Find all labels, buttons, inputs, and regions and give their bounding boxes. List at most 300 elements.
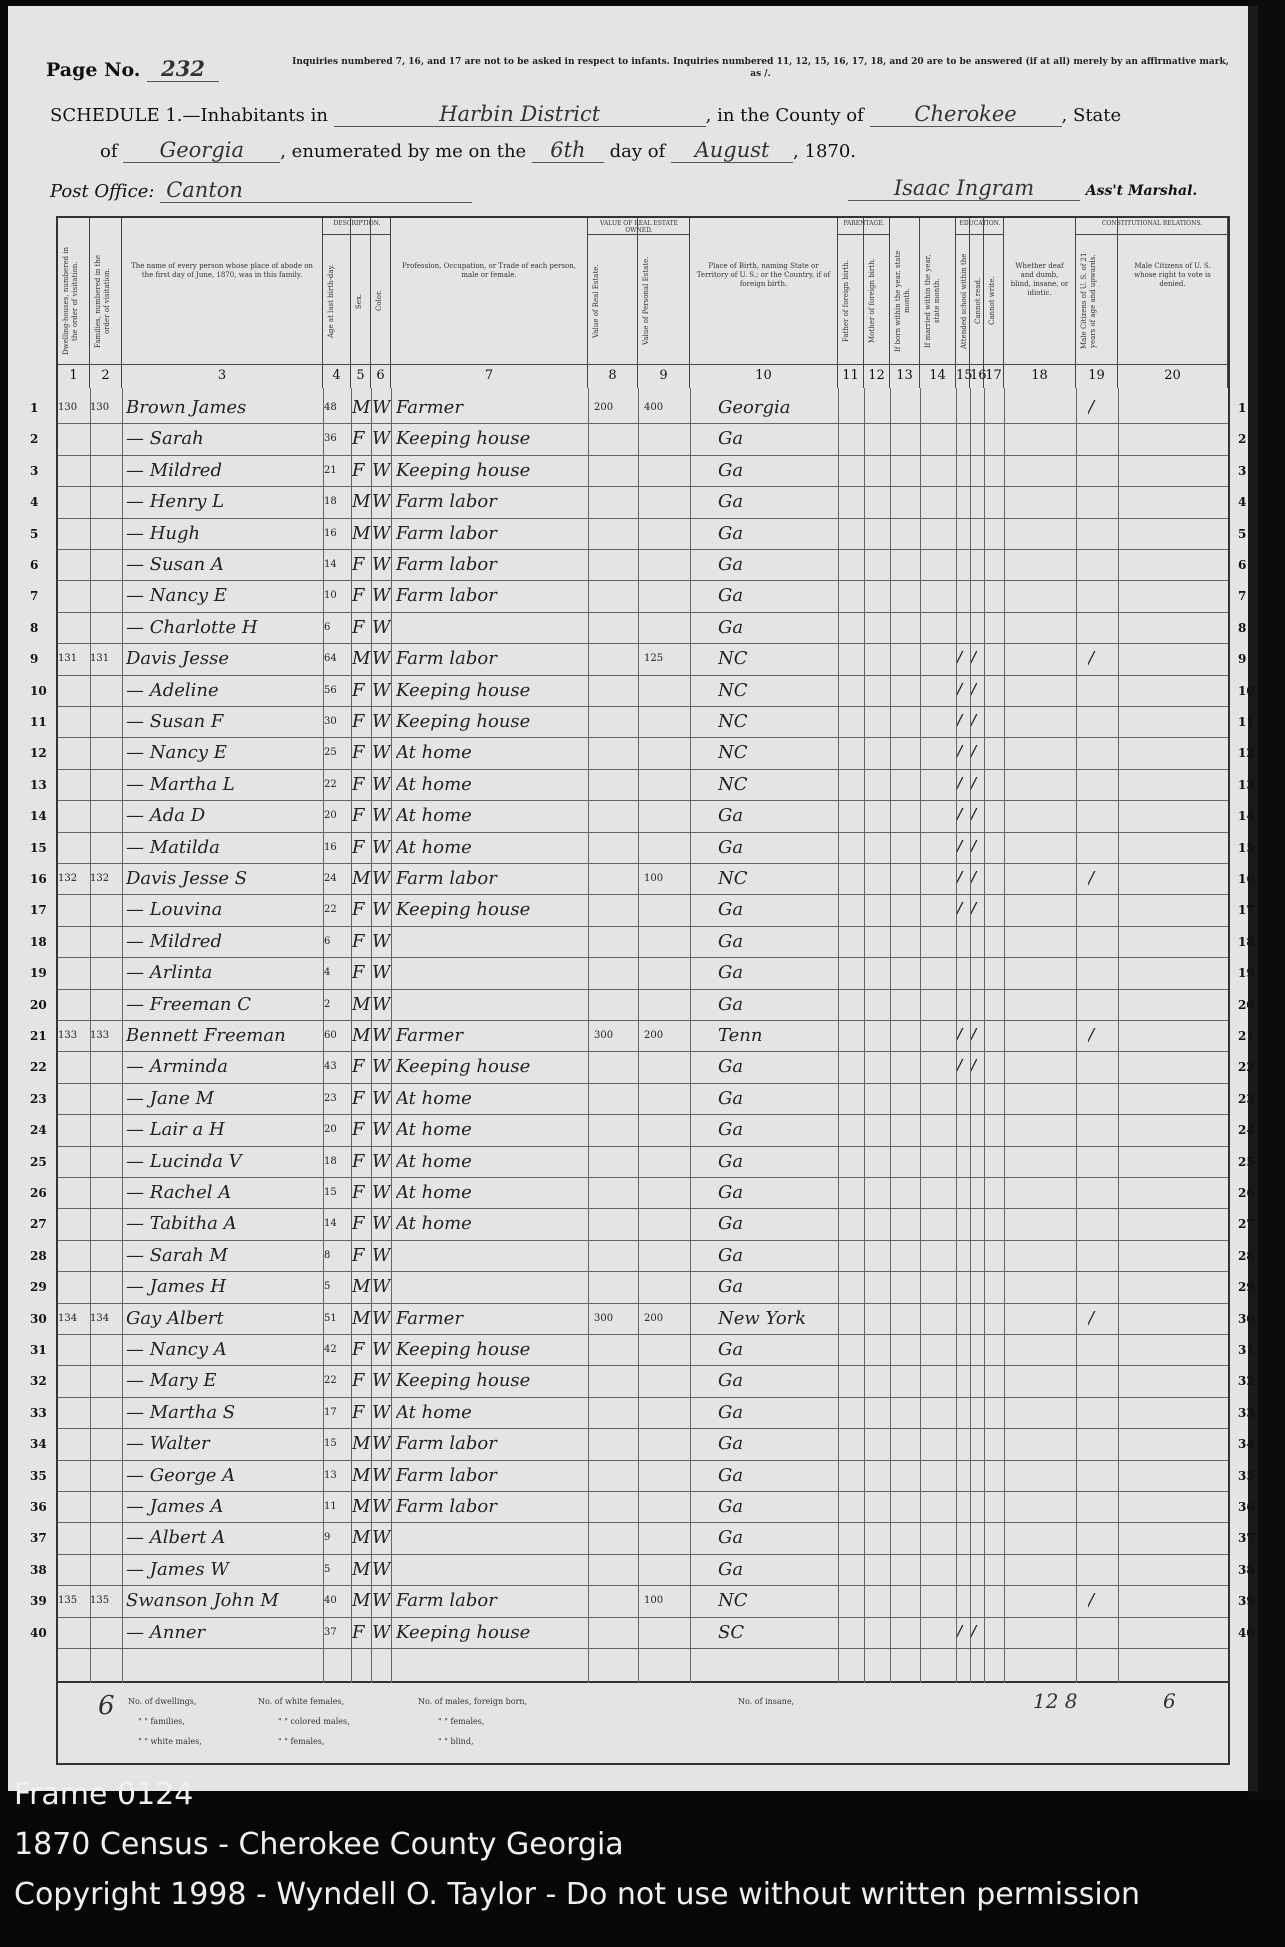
row-number-right: 17 — [1238, 903, 1255, 918]
cell-read — [956, 1147, 970, 1177]
cell-real — [594, 581, 638, 611]
cell-read — [956, 393, 970, 423]
cell-read — [956, 1115, 970, 1145]
cell-occ: Farmer — [396, 397, 463, 418]
cell-name: — Matilda — [126, 836, 220, 858]
cell-name: — Nancy E — [126, 585, 227, 607]
cell-occ: Farm labor — [396, 585, 497, 607]
table-row — [58, 1586, 1228, 1617]
table-row — [58, 990, 1228, 1021]
cell-c19 — [1088, 1115, 1118, 1145]
families-label: " " families, — [138, 1717, 185, 1726]
cell-age: 14 — [324, 1218, 337, 1230]
cell-c19 — [1088, 1052, 1118, 1082]
cell-sex: M — [352, 1276, 371, 1298]
cell-read — [956, 1178, 970, 1208]
column-number: 16 — [970, 364, 984, 386]
table-row — [58, 1335, 1228, 1366]
day-of-label: day of — [609, 141, 666, 162]
cell-write — [970, 393, 984, 423]
cell-name: — Susan F — [126, 711, 224, 732]
cell-name: — James A — [126, 1496, 224, 1517]
column-header-17 — [984, 218, 1004, 388]
cell-birth: SC — [718, 1621, 745, 1643]
column-header-10 — [690, 218, 838, 388]
table-row — [58, 1178, 1228, 1209]
cell-fam — [90, 1241, 122, 1271]
cell-name: — Mildred — [126, 459, 222, 481]
cell-birth: New York — [718, 1307, 807, 1329]
cell-fam — [90, 1272, 122, 1302]
cell-pers — [644, 487, 690, 517]
row-number-right: 40 — [1238, 1625, 1255, 1640]
cell-dw — [58, 958, 90, 988]
cell-real — [594, 833, 638, 863]
cell-occ: Keeping house — [396, 428, 531, 450]
cell-fam — [90, 519, 122, 549]
cell-read — [956, 1241, 970, 1271]
cell-write: / — [970, 773, 977, 795]
cell-write: / — [970, 711, 977, 732]
cell-birth: Ga — [718, 805, 744, 827]
cell-real — [594, 1461, 638, 1491]
cell-c19 — [1088, 1429, 1118, 1459]
cell-read — [956, 1398, 970, 1428]
cell-age: 23 — [324, 1092, 337, 1104]
cell-fam — [90, 738, 122, 768]
table-row — [58, 927, 1228, 958]
table-row — [58, 1147, 1228, 1178]
cell-name: — Tabitha A — [126, 1213, 237, 1235]
post-office-line — [50, 178, 472, 203]
cell-name: — Martha L — [126, 773, 235, 795]
table-row — [58, 1272, 1228, 1303]
cell-occ: Farm labor — [396, 522, 497, 544]
cell-dw — [58, 487, 90, 517]
county-label: , in the County of — [705, 105, 864, 126]
column-header-13 — [890, 218, 920, 388]
grid-line — [690, 388, 691, 1683]
cell-color: W — [372, 616, 391, 638]
cell-write: / — [970, 899, 977, 921]
enumerated-label: , enumerated by me on the — [280, 141, 527, 162]
cell-color: W — [372, 1213, 391, 1235]
row-number-right: 7 — [1238, 589, 1247, 604]
literacy-tally: 12 8 — [1033, 1689, 1078, 1713]
cell-write: / — [970, 648, 977, 670]
cell-dw — [58, 1052, 90, 1082]
cell-write — [970, 1147, 984, 1177]
cell-dw — [58, 1398, 90, 1428]
cell-pers — [644, 1335, 690, 1365]
row-number-left: 21 — [30, 1029, 47, 1043]
cell-name: — Lucinda V — [126, 1150, 242, 1172]
cell-color: W — [372, 491, 391, 513]
column-number: 19 — [1076, 364, 1118, 386]
cell-c19 — [1088, 1147, 1118, 1177]
table-row — [58, 487, 1228, 518]
column-header-6 — [371, 218, 391, 388]
cell-fam — [90, 613, 122, 643]
cell-occ — [396, 958, 588, 988]
column-header-text: Profession, Occupation, or Trade of each person, male or female. — [402, 262, 576, 279]
cell-write — [970, 927, 984, 957]
cell-c19 — [1088, 1492, 1118, 1522]
cell-fam — [90, 1461, 122, 1491]
cell-write: / — [970, 805, 977, 827]
table-row — [58, 770, 1228, 801]
cell-color: W — [372, 1590, 391, 1612]
cell-fam — [90, 1523, 122, 1553]
cell-write: / — [970, 1025, 977, 1046]
cell-sex: F — [352, 1213, 365, 1235]
cell-occ — [396, 1241, 588, 1271]
cell-real — [594, 1335, 638, 1365]
cell-read: / — [956, 1056, 963, 1078]
cell-dw — [58, 1429, 90, 1459]
cell-sex: M — [352, 1307, 371, 1329]
cell-name: — James W — [126, 1558, 229, 1580]
cell-write: / — [970, 1621, 977, 1643]
cell-write: / — [970, 1056, 977, 1078]
cell-occ: At home — [396, 1150, 472, 1172]
grid-line — [1076, 388, 1077, 1683]
cell-fam — [90, 676, 122, 706]
column-header-16 — [970, 218, 984, 388]
row-number-right: 39 — [1238, 1594, 1255, 1609]
cell-birth: Georgia — [718, 397, 791, 418]
table-row — [58, 1241, 1228, 1272]
grid-line — [920, 388, 921, 1683]
row-number-left: 32 — [30, 1374, 47, 1389]
cell-sex: F — [352, 1621, 365, 1643]
cell-color: W — [372, 522, 391, 544]
column-header-2 — [90, 218, 122, 388]
column-header-text: Value of Personal Estate. — [642, 256, 650, 346]
cell-name: — Sarah — [126, 428, 204, 450]
cell-real — [594, 958, 638, 988]
cell-c19 — [1088, 958, 1118, 988]
cell-name: — Sarah M — [126, 1244, 228, 1266]
row-number-right: 14 — [1238, 809, 1255, 824]
cell-color: W — [372, 1087, 391, 1109]
cell-c19: / — [1088, 1307, 1095, 1329]
column-number: 3 — [122, 364, 323, 386]
cell-occ: Keeping house — [396, 1056, 531, 1078]
cell-name: Brown James — [126, 397, 247, 418]
cell-fam — [90, 1618, 122, 1648]
grid-line — [391, 388, 392, 1683]
cell-real — [594, 1366, 638, 1396]
cell-name: — Nancy E — [126, 742, 227, 764]
table-row — [58, 801, 1228, 832]
cell-birth: Ga — [718, 1056, 744, 1078]
column-header-text: Cannot read. — [974, 277, 982, 325]
cell-dw: 134 — [58, 1312, 78, 1324]
cell-c19: / — [1088, 868, 1095, 889]
row-number-left: 25 — [30, 1154, 47, 1169]
cell-write: / — [970, 868, 977, 889]
group-header-education: EDUCATION. — [956, 220, 1004, 235]
cell-fam — [90, 833, 122, 863]
column-number: 6 — [371, 364, 391, 386]
cell-sex: F — [352, 899, 365, 921]
cell-sex: M — [352, 993, 371, 1015]
cell-sex: F — [352, 1244, 365, 1266]
cell-real — [594, 1618, 638, 1648]
cell-birth: Ga — [718, 616, 744, 638]
table-row — [58, 1021, 1228, 1052]
cell-c19 — [1088, 927, 1118, 957]
cell-occ: Farm labor — [396, 1464, 497, 1486]
district-name: Harbin District — [334, 102, 706, 127]
cell-write — [970, 1366, 984, 1396]
cell-birth: Ga — [718, 554, 744, 575]
cell-dw — [58, 456, 90, 486]
group-header-parentage: PARENTAGE. — [838, 220, 890, 235]
cell-sex: F — [352, 1150, 365, 1172]
cell-pers — [644, 1398, 690, 1428]
cell-birth: Ga — [718, 1433, 744, 1455]
cell-fam — [90, 707, 122, 737]
cell-sex: F — [352, 616, 365, 638]
cell-age: 2 — [324, 998, 331, 1010]
row-number-left: 31 — [30, 1343, 47, 1357]
row-number-left: 38 — [30, 1562, 47, 1577]
cell-c19 — [1088, 581, 1118, 611]
group-header-value: VALUE OF REAL ESTATE OWNED. — [588, 220, 690, 235]
cell-color: W — [372, 1558, 391, 1580]
cell-birth: Ga — [718, 1496, 744, 1517]
state-name: Georgia — [123, 138, 280, 163]
cell-read — [956, 1209, 970, 1239]
column-header-7 — [391, 218, 588, 388]
column-header-text: Value of Real Estate. — [592, 264, 600, 338]
cell-real — [594, 1084, 638, 1114]
cell-pers — [644, 550, 690, 580]
table-row — [58, 1209, 1228, 1240]
cell-real — [594, 1586, 638, 1616]
cell-color: W — [372, 899, 391, 921]
cell-occ: Farm labor — [396, 1590, 497, 1612]
table-row — [58, 1555, 1228, 1586]
row-number-left: 13 — [30, 777, 47, 792]
cell-dw: 131 — [58, 653, 78, 665]
cell-name: — Hugh — [126, 522, 201, 544]
cell-dw — [58, 770, 90, 800]
cell-fam — [90, 990, 122, 1020]
row-number-right: 24 — [1238, 1123, 1255, 1138]
row-number-right: 15 — [1238, 840, 1255, 855]
cell-write — [970, 1429, 984, 1459]
cell-color: W — [372, 1339, 391, 1360]
table-row — [58, 707, 1228, 738]
row-number-left: 14 — [30, 809, 47, 824]
grid-line — [323, 388, 324, 1683]
cell-birth: Ga — [718, 1244, 744, 1266]
cell-c19: / — [1088, 648, 1095, 670]
cell-birth: Ga — [718, 899, 744, 921]
cell-occ: Farm labor — [396, 868, 497, 889]
cell-occ: At home — [396, 1087, 472, 1109]
column-header-text: Age at last birth-day. — [327, 264, 335, 338]
cell-age: 42 — [324, 1344, 337, 1355]
cell-real — [594, 1209, 638, 1239]
cell-pers: 100 — [644, 873, 664, 884]
cell-birth: Ga — [718, 491, 744, 513]
column-header-text: Male Citizens of U. S. of 21 years of age and upwards. — [1080, 252, 1097, 350]
cell-write — [970, 456, 984, 486]
column-number: 7 — [391, 364, 588, 386]
cell-c19: / — [1088, 1590, 1095, 1612]
cell-occ — [396, 1272, 588, 1302]
cell-pers: 400 — [644, 402, 664, 413]
cell-birth: Ga — [718, 930, 744, 952]
cell-birth: NC — [718, 742, 748, 764]
cell-pers — [644, 1052, 690, 1082]
cell-dw — [58, 519, 90, 549]
cell-color: W — [372, 805, 391, 827]
cell-pers — [644, 1115, 690, 1145]
cell-sex: F — [352, 836, 365, 858]
cell-dw — [58, 738, 90, 768]
cell-color: W — [372, 868, 391, 889]
cell-pers — [644, 738, 690, 768]
row-number-right: 20 — [1238, 997, 1255, 1012]
cell-write — [970, 424, 984, 454]
grid-line — [638, 388, 639, 1683]
cell-birth: Ga — [718, 1527, 744, 1549]
row-number-left: 29 — [30, 1280, 47, 1295]
cell-color: W — [372, 1276, 391, 1298]
cell-age: 6 — [324, 621, 331, 633]
year-value: , 1870. — [793, 141, 857, 162]
cell-write — [970, 1209, 984, 1239]
cell-birth: Ga — [718, 1276, 744, 1298]
insane-label: No. of insane, — [738, 1697, 795, 1706]
cell-color: W — [372, 711, 391, 732]
cell-age: 9 — [324, 1532, 331, 1544]
cell-sex: F — [352, 1119, 365, 1141]
column-number: 2 — [90, 364, 122, 386]
row-number-left: 18 — [30, 934, 47, 949]
cell-name: — Freeman C — [126, 993, 252, 1015]
column-header-5 — [351, 218, 371, 388]
of-label: of — [100, 141, 118, 162]
cell-read — [956, 550, 970, 580]
cell-birth: Ga — [718, 428, 744, 450]
cell-sex: F — [352, 1182, 365, 1203]
white-females-label: No. of white females, — [258, 1697, 345, 1706]
cell-dw — [58, 990, 90, 1020]
column-number: 12 — [864, 364, 890, 386]
frame-caption — [14, 1770, 1140, 1920]
cell-age: 22 — [324, 778, 337, 790]
cell-occ: At home — [396, 1213, 472, 1235]
cell-c19 — [1088, 519, 1118, 549]
cell-dw — [58, 550, 90, 580]
cell-name: — Lair a H — [126, 1119, 225, 1141]
cell-real — [594, 707, 638, 737]
cell-occ: Farm labor — [396, 491, 497, 513]
table-row — [58, 456, 1228, 487]
cell-sex: F — [352, 459, 365, 481]
row-number-left: 20 — [30, 997, 47, 1012]
cell-dw — [58, 927, 90, 957]
table-row — [58, 1052, 1228, 1083]
cell-c19 — [1088, 1209, 1118, 1239]
cell-sex: M — [352, 1527, 371, 1549]
row-number-left: 28 — [30, 1248, 47, 1263]
cell-c19 — [1088, 1241, 1118, 1271]
table-row — [58, 1115, 1228, 1146]
cell-dw — [58, 801, 90, 831]
row-number-left: 8 — [30, 620, 39, 635]
cell-color: W — [372, 836, 391, 858]
cell-fam — [90, 424, 122, 454]
row-number-left: 34 — [30, 1437, 47, 1452]
cell-name: — George A — [126, 1464, 236, 1486]
cell-pers — [644, 895, 690, 925]
column-header-19 — [1076, 218, 1118, 388]
cell-read: / — [956, 868, 963, 889]
cell-name: — Henry L — [126, 491, 225, 513]
cell-age: 48 — [324, 402, 337, 413]
cell-color: W — [372, 554, 391, 575]
cell-real — [594, 1241, 638, 1271]
row-number-right: 13 — [1238, 777, 1255, 792]
cell-sex: M — [352, 491, 371, 513]
cell-c19 — [1088, 1084, 1118, 1114]
cell-pers — [644, 1366, 690, 1396]
cell-dw — [58, 1461, 90, 1491]
cell-write — [970, 487, 984, 517]
row-number-right: 12 — [1238, 746, 1255, 761]
caption-copyright: Copyright 1998 - Wyndell O. Taylor - Do not use without written permission — [14, 1877, 1141, 1912]
cell-fam — [90, 1147, 122, 1177]
table-row — [58, 738, 1228, 769]
cell-birth: NC — [718, 773, 748, 795]
row-number-left: 10 — [30, 683, 47, 698]
cell-write — [970, 550, 984, 580]
cell-color: W — [372, 1370, 391, 1392]
cell-real — [594, 519, 638, 549]
cell-sex: M — [352, 1496, 371, 1517]
cell-birth: NC — [718, 868, 748, 889]
row-number-left: 15 — [30, 840, 47, 855]
grid-line — [371, 388, 372, 1683]
cell-birth: Ga — [718, 1087, 744, 1109]
cell-color: W — [372, 459, 391, 481]
cell-occ — [396, 613, 588, 643]
group-header-constitutional: CONSTITUTIONAL RELATIONS. — [1076, 220, 1228, 235]
row-number-right: 8 — [1238, 620, 1247, 635]
cell-real — [594, 1398, 638, 1428]
column-header-text: Male Citizens of U. S. whose right to vote is denied. — [1134, 262, 1211, 288]
cell-read: / — [956, 899, 963, 921]
cell-birth: NC — [718, 679, 748, 701]
cell-age: 10 — [324, 590, 337, 602]
cell-fam: 132 — [90, 873, 110, 884]
cell-color: W — [372, 1244, 391, 1266]
cell-dw: 130 — [58, 402, 78, 413]
cell-dw — [58, 1335, 90, 1365]
row-number-right: 31 — [1238, 1343, 1255, 1357]
row-number-right: 1 — [1238, 401, 1247, 415]
cell-read — [956, 613, 970, 643]
column-header-text: If married within the year, state month. — [924, 254, 941, 348]
grid-line — [970, 388, 971, 1683]
